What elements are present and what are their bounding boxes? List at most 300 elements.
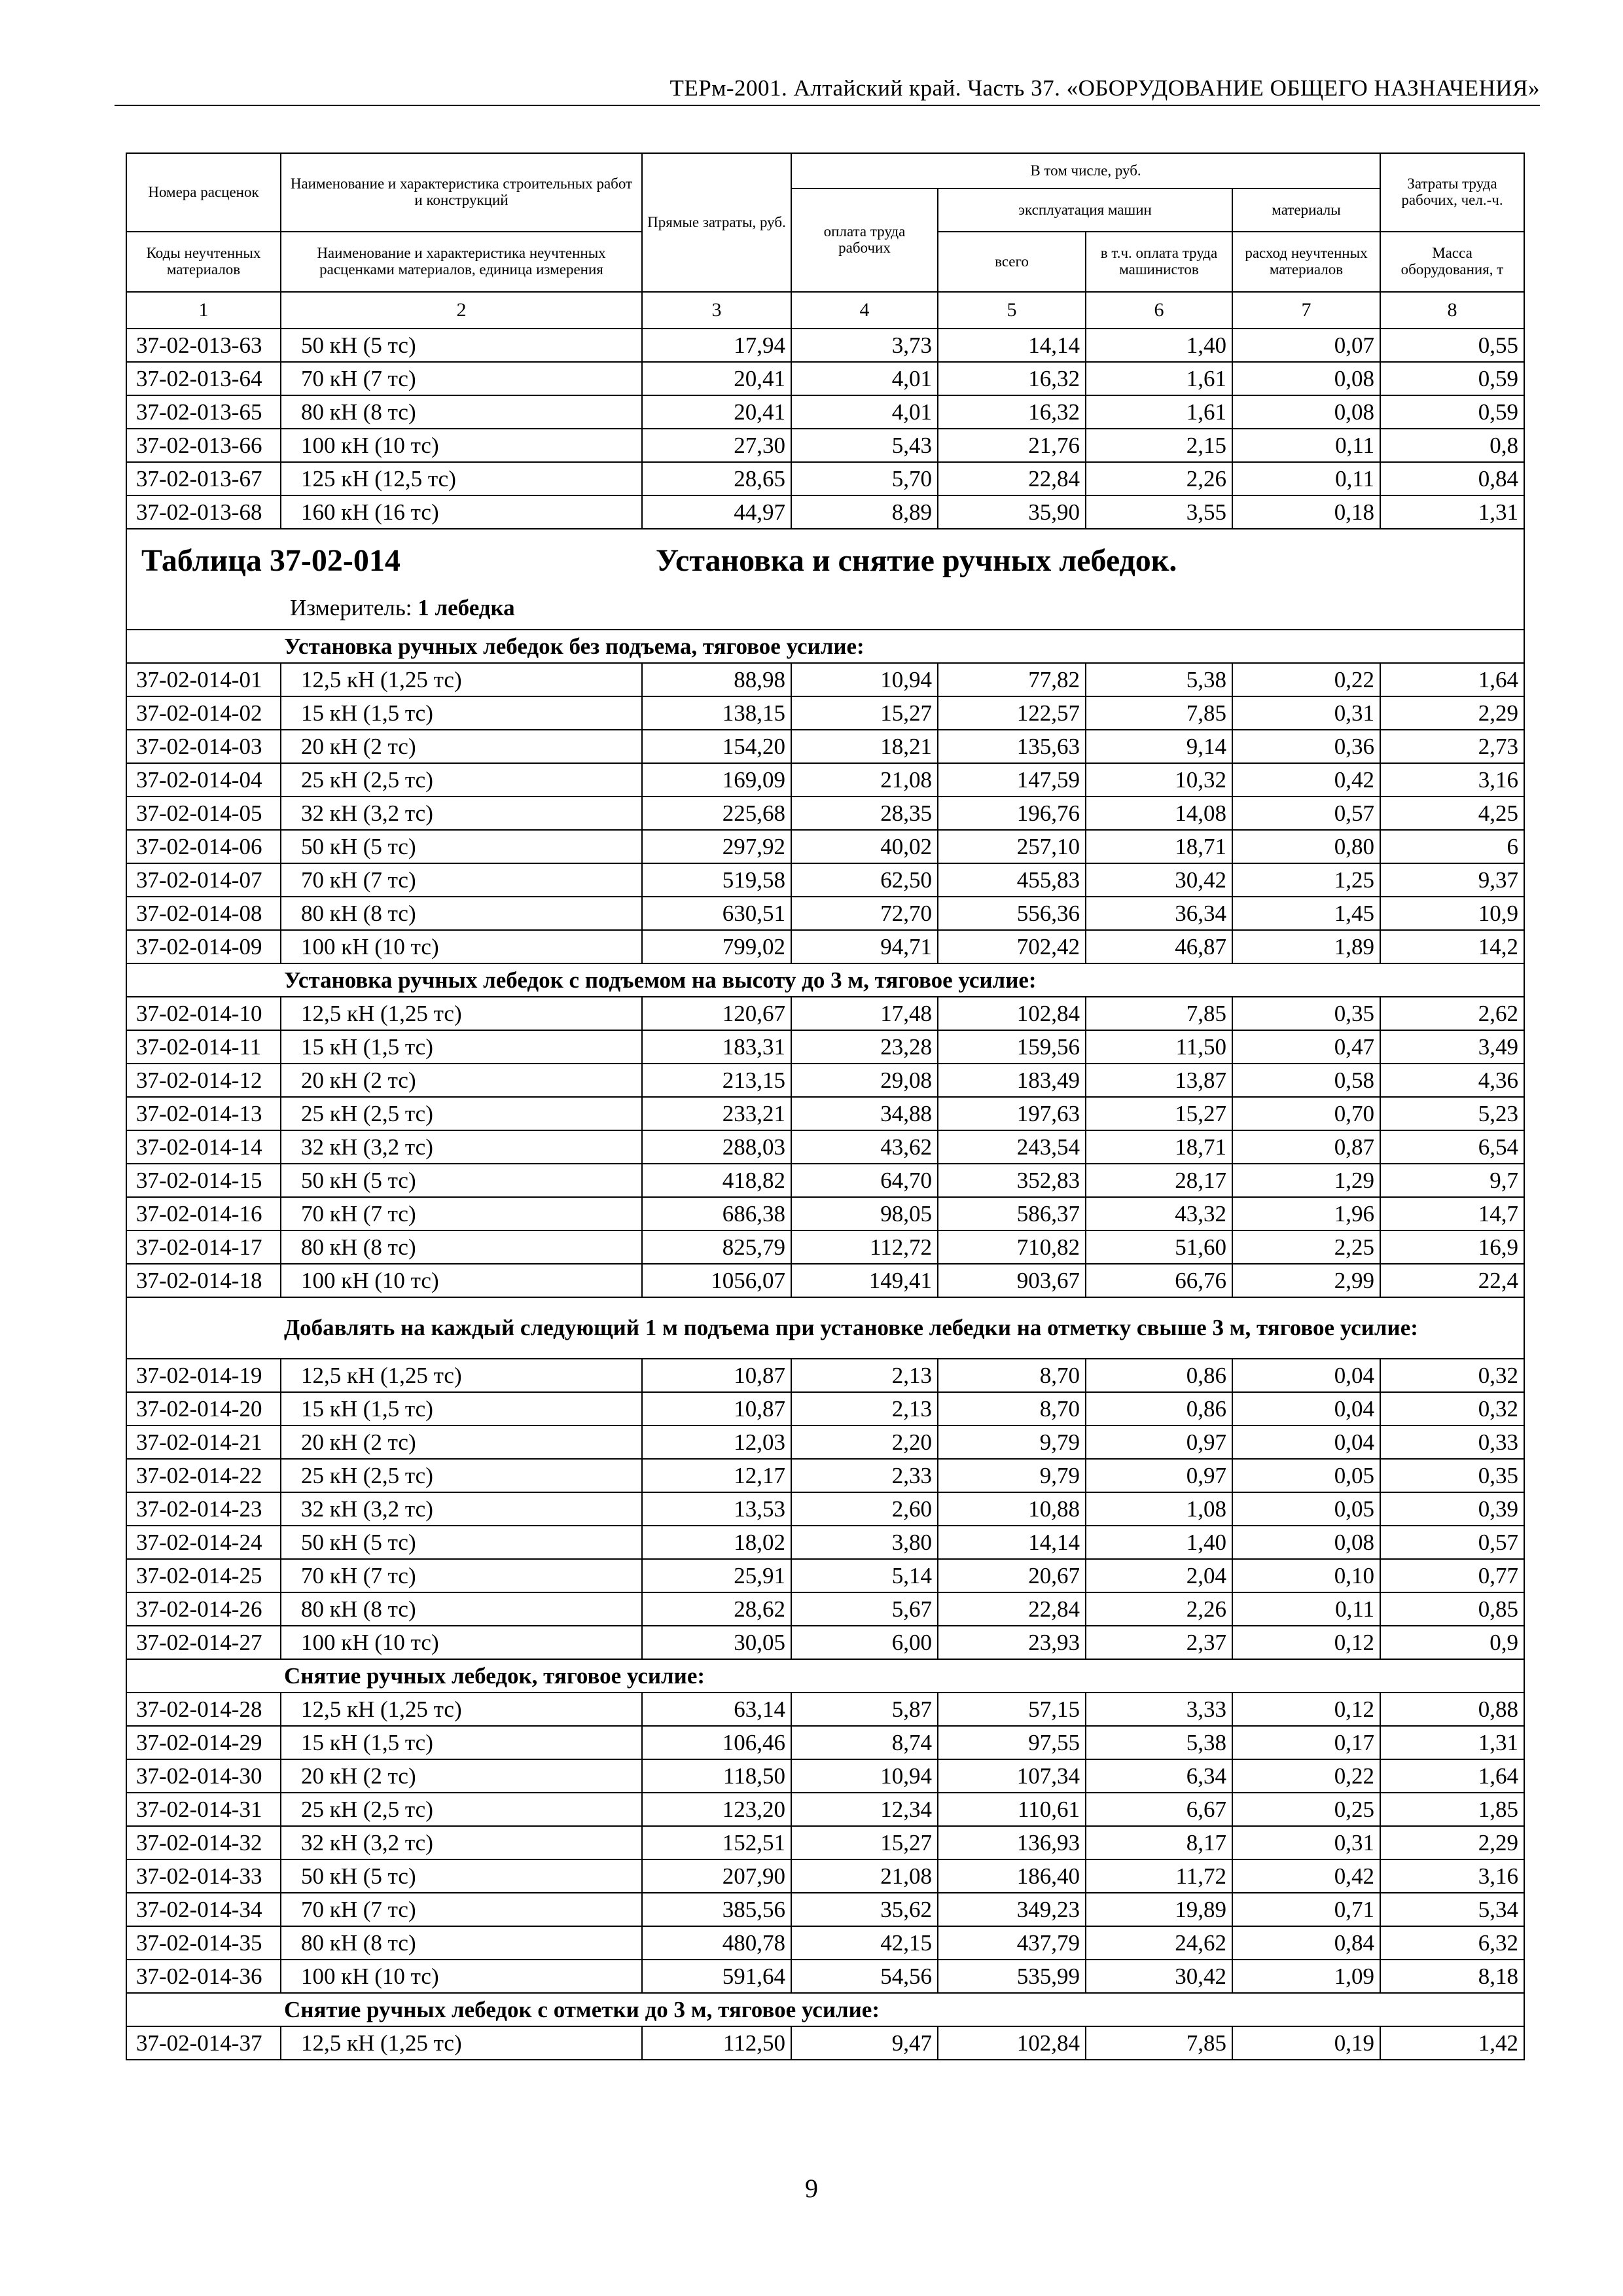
equipment-mass-cell: 5,34 — [1380, 1893, 1524, 1926]
table-row — [126, 930, 1524, 963]
table-row — [126, 1793, 1524, 1826]
table-row — [126, 1392, 1524, 1426]
equipment-mass-cell: 2,29 — [1380, 696, 1524, 730]
work-name-cell: 70 кН (7 тс) — [281, 1893, 642, 1926]
materials-unaccounted-cell: 0,31 — [1232, 1826, 1380, 1859]
materials-unaccounted-cell: 0,31 — [1232, 696, 1380, 730]
direct-costs-cell: 28,62 — [642, 1592, 791, 1626]
section-title: Установка ручных лебедок с подъемом на высоту до 3 м, тяговое усилие: — [126, 963, 1524, 997]
machinist-pay-cell: 5,38 — [1086, 1726, 1232, 1759]
machines-total-cell: 77,82 — [938, 663, 1086, 696]
machines-total-cell: 22,84 — [938, 462, 1086, 495]
column-number: 2 — [281, 292, 642, 329]
machinist-pay-cell: 5,38 — [1086, 663, 1232, 696]
table-row — [126, 2026, 1524, 2060]
rate-code-cell: 37-02-014-10 — [126, 997, 281, 1030]
materials-unaccounted-cell: 0,08 — [1232, 362, 1380, 395]
work-name-cell: 25 кН (2,5 тс) — [281, 1097, 642, 1130]
materials-unaccounted-cell: 0,04 — [1232, 1426, 1380, 1459]
direct-costs-cell: 120,67 — [642, 997, 791, 1030]
rate-code-cell: 37-02-014-11 — [126, 1030, 281, 1064]
work-name-cell: 12,5 кН (1,25 тс) — [281, 1693, 642, 1726]
meter-label: Измеритель: — [290, 595, 412, 620]
table-row — [126, 763, 1524, 797]
labor-pay-cell: 5,43 — [791, 429, 938, 462]
labor-pay-cell: 4,01 — [791, 395, 938, 429]
equipment-mass-cell: 0,85 — [1380, 1592, 1524, 1626]
rate-code-cell: 37-02-014-07 — [126, 863, 281, 897]
machinist-pay-cell: 15,27 — [1086, 1097, 1232, 1130]
materials-unaccounted-cell: 0,84 — [1232, 1926, 1380, 1960]
materials-unaccounted-cell: 0,12 — [1232, 1626, 1380, 1659]
work-name-cell: 50 кН (5 тс) — [281, 830, 642, 863]
labor-pay-cell: 2,13 — [791, 1392, 938, 1426]
machines-total-cell: 110,61 — [938, 1793, 1086, 1826]
machinist-pay-cell: 30,42 — [1086, 1960, 1232, 1993]
materials-unaccounted-cell: 0,58 — [1232, 1064, 1380, 1097]
equipment-mass-cell: 0,59 — [1380, 395, 1524, 429]
rate-code-cell: 37-02-014-32 — [126, 1826, 281, 1859]
direct-costs-cell: 169,09 — [642, 763, 791, 797]
table-description: Установка и снятие ручных лебедок. — [656, 543, 1177, 578]
work-name-cell: 125 кН (12,5 тс) — [281, 462, 642, 495]
labor-pay-cell: 5,70 — [791, 462, 938, 495]
labor-pay-cell: 18,21 — [791, 730, 938, 763]
work-name-cell: 50 кН (5 тс) — [281, 329, 642, 362]
work-name-cell: 12,5 кН (1,25 тс) — [281, 997, 642, 1030]
materials-unaccounted-cell: 0,71 — [1232, 1893, 1380, 1926]
work-name-cell: 12,5 кН (1,25 тс) — [281, 663, 642, 696]
table-row — [126, 1264, 1524, 1297]
rate-code-cell: 37-02-014-35 — [126, 1926, 281, 1960]
machinist-pay-cell: 30,42 — [1086, 863, 1232, 897]
column-number: 5 — [938, 292, 1086, 329]
equipment-mass-cell: 1,31 — [1380, 495, 1524, 529]
machinist-pay-cell: 0,86 — [1086, 1359, 1232, 1392]
labor-pay-cell: 3,80 — [791, 1526, 938, 1559]
work-name-cell: 100 кН (10 тс) — [281, 1960, 642, 1993]
materials-unaccounted-cell: 0,04 — [1232, 1359, 1380, 1392]
machines-total-cell: 9,79 — [938, 1459, 1086, 1492]
equipment-mass-cell: 0,84 — [1380, 462, 1524, 495]
work-name-cell: 50 кН (5 тс) — [281, 1859, 642, 1893]
machinist-pay-cell: 2,26 — [1086, 462, 1232, 495]
labor-pay-cell: 2,20 — [791, 1426, 938, 1459]
machines-total-cell: 122,57 — [938, 696, 1086, 730]
work-name-cell: 20 кН (2 тс) — [281, 1064, 642, 1097]
labor-pay-cell: 12,34 — [791, 1793, 938, 1826]
direct-costs-cell: 519,58 — [642, 863, 791, 897]
rate-code-cell: 37-02-014-26 — [126, 1592, 281, 1626]
table-row — [126, 1459, 1524, 1492]
labor-pay-cell: 9,47 — [791, 2026, 938, 2060]
header-material-codes: Коды неучтенных материалов — [126, 232, 281, 292]
materials-unaccounted-cell: 2,25 — [1232, 1230, 1380, 1264]
machines-total-cell: 136,93 — [938, 1826, 1086, 1859]
table-row — [126, 1826, 1524, 1859]
direct-costs-cell: 44,97 — [642, 495, 791, 529]
materials-unaccounted-cell: 2,99 — [1232, 1264, 1380, 1297]
machines-total-cell: 8,70 — [938, 1392, 1086, 1426]
direct-costs-cell: 225,68 — [642, 797, 791, 830]
work-name-cell: 80 кН (8 тс) — [281, 395, 642, 429]
table-row — [126, 1693, 1524, 1726]
header-labor-pay: оплата труда рабочих — [791, 188, 938, 292]
rate-code-cell: 37-02-014-01 — [126, 663, 281, 696]
table-row — [126, 495, 1524, 529]
work-name-cell: 50 кН (5 тс) — [281, 1164, 642, 1197]
machinist-pay-cell: 2,26 — [1086, 1592, 1232, 1626]
machinist-pay-cell: 24,62 — [1086, 1926, 1232, 1960]
section-title: Добавлять на каждый следующий 1 м подъема при установке лебедки на отметку свыше 3 м, тяговое усилие: — [126, 1297, 1524, 1359]
table-row — [126, 797, 1524, 830]
header-rule — [115, 105, 1540, 106]
direct-costs-cell: 152,51 — [642, 1826, 791, 1859]
machinist-pay-cell: 19,89 — [1086, 1893, 1232, 1926]
table-title: Таблица 37-02-014 — [141, 543, 401, 578]
materials-unaccounted-cell: 0,42 — [1232, 1859, 1380, 1893]
machinist-pay-cell: 2,37 — [1086, 1626, 1232, 1659]
materials-unaccounted-cell: 0,22 — [1232, 1759, 1380, 1793]
rate-code-cell: 37-02-014-37 — [126, 2026, 281, 2060]
table-header — [126, 153, 1524, 329]
direct-costs-cell: 183,31 — [642, 1030, 791, 1064]
machines-total-cell: 9,79 — [938, 1426, 1086, 1459]
work-name-cell: 32 кН (3,2 тс) — [281, 1130, 642, 1164]
column-number: 8 — [1380, 292, 1524, 329]
rate-code-cell: 37-02-014-13 — [126, 1097, 281, 1130]
machines-total-cell: 147,59 — [938, 763, 1086, 797]
labor-pay-cell: 43,62 — [791, 1130, 938, 1164]
table-row — [126, 1030, 1524, 1064]
machines-total-cell: 586,37 — [938, 1197, 1086, 1230]
rate-code-cell: 37-02-014-20 — [126, 1392, 281, 1426]
header-material-names: Наименование и характеристика неучтенных расценками материалов, единица измерения — [281, 232, 642, 292]
equipment-mass-cell: 0,32 — [1380, 1359, 1524, 1392]
column-number: 3 — [642, 292, 791, 329]
equipment-mass-cell: 5,23 — [1380, 1097, 1524, 1130]
rate-code-cell: 37-02-014-31 — [126, 1793, 281, 1826]
labor-pay-cell: 6,00 — [791, 1626, 938, 1659]
equipment-mass-cell: 0,88 — [1380, 1693, 1524, 1726]
machines-total-cell: 8,70 — [938, 1359, 1086, 1392]
machinist-pay-cell: 3,33 — [1086, 1693, 1232, 1726]
rate-code-cell: 37-02-014-03 — [126, 730, 281, 763]
machinist-pay-cell: 3,55 — [1086, 495, 1232, 529]
equipment-mass-cell: 0,32 — [1380, 1392, 1524, 1426]
column-number: 1 — [126, 292, 281, 329]
equipment-mass-cell: 1,85 — [1380, 1793, 1524, 1826]
equipment-mass-cell: 1,64 — [1380, 1759, 1524, 1793]
table-row — [126, 730, 1524, 763]
machines-total-cell: 135,63 — [938, 730, 1086, 763]
direct-costs-cell: 385,56 — [642, 1893, 791, 1926]
work-name-cell: 80 кН (8 тс) — [281, 1926, 642, 1960]
materials-unaccounted-cell: 0,08 — [1232, 1526, 1380, 1559]
table-heading-cell — [126, 529, 1524, 630]
direct-costs-cell: 480,78 — [642, 1926, 791, 1960]
materials-unaccounted-cell: 0,35 — [1232, 997, 1380, 1030]
table-row — [126, 1759, 1524, 1793]
column-number: 7 — [1232, 292, 1380, 329]
direct-costs-cell: 686,38 — [642, 1197, 791, 1230]
header-work-name: Наименование и характеристика строительных работ и конструкций — [281, 153, 642, 232]
labor-pay-cell: 15,27 — [791, 696, 938, 730]
table-row — [126, 1626, 1524, 1659]
materials-unaccounted-cell: 1,45 — [1232, 897, 1380, 930]
work-name-cell: 15 кН (1,5 тс) — [281, 1030, 642, 1064]
materials-unaccounted-cell: 0,11 — [1232, 462, 1380, 495]
labor-pay-cell: 21,08 — [791, 763, 938, 797]
machinist-pay-cell: 18,71 — [1086, 1130, 1232, 1164]
rate-code-cell: 37-02-014-33 — [126, 1859, 281, 1893]
direct-costs-cell: 17,94 — [642, 329, 791, 362]
rate-code-cell: 37-02-013-63 — [126, 329, 281, 362]
table-row — [126, 1097, 1524, 1130]
machinist-pay-cell: 14,08 — [1086, 797, 1232, 830]
machinist-pay-cell: 46,87 — [1086, 930, 1232, 963]
rate-code-cell: 37-02-013-67 — [126, 462, 281, 495]
rate-code-cell: 37-02-014-16 — [126, 1197, 281, 1230]
rate-code-cell: 37-02-013-66 — [126, 429, 281, 462]
table-sections — [126, 630, 1524, 2060]
equipment-mass-cell: 3,16 — [1380, 763, 1524, 797]
direct-costs-cell: 27,30 — [642, 429, 791, 462]
machines-total-cell: 243,54 — [938, 1130, 1086, 1164]
work-name-cell: 80 кН (8 тс) — [281, 1592, 642, 1626]
rate-code-cell: 37-02-014-29 — [126, 1726, 281, 1759]
machines-total-cell: 102,84 — [938, 997, 1086, 1030]
table-row — [126, 395, 1524, 429]
page-number: 9 — [805, 2174, 818, 2203]
work-name-cell: 12,5 кН (1,25 тс) — [281, 1359, 642, 1392]
equipment-mass-cell: 2,29 — [1380, 1826, 1524, 1859]
equipment-mass-cell: 9,7 — [1380, 1164, 1524, 1197]
rate-code-cell: 37-02-014-36 — [126, 1960, 281, 1993]
materials-unaccounted-cell: 0,11 — [1232, 1592, 1380, 1626]
materials-unaccounted-cell: 1,25 — [1232, 863, 1380, 897]
machines-total-cell: 14,14 — [938, 1526, 1086, 1559]
labor-pay-cell: 15,27 — [791, 1826, 938, 1859]
materials-unaccounted-cell: 0,10 — [1232, 1559, 1380, 1592]
work-name-cell: 20 кН (2 тс) — [281, 1426, 642, 1459]
direct-costs-cell: 63,14 — [642, 1693, 791, 1726]
work-name-cell: 32 кН (3,2 тс) — [281, 797, 642, 830]
labor-pay-cell: 2,33 — [791, 1459, 938, 1492]
table-row — [126, 1960, 1524, 1993]
rate-code-cell: 37-02-014-30 — [126, 1759, 281, 1793]
work-name-cell: 70 кН (7 тс) — [281, 1197, 642, 1230]
machines-total-cell: 97,55 — [938, 1726, 1086, 1759]
labor-pay-cell: 94,71 — [791, 930, 938, 963]
rate-code-cell: 37-02-013-68 — [126, 495, 281, 529]
equipment-mass-cell: 14,7 — [1380, 1197, 1524, 1230]
rate-code-cell: 37-02-014-05 — [126, 797, 281, 830]
machinist-pay-cell: 6,67 — [1086, 1793, 1232, 1826]
machines-total-cell: 903,67 — [938, 1264, 1086, 1297]
machinist-pay-cell: 1,61 — [1086, 362, 1232, 395]
direct-costs-cell: 207,90 — [642, 1859, 791, 1893]
rate-code-cell: 37-02-013-65 — [126, 395, 281, 429]
labor-pay-cell: 23,28 — [791, 1030, 938, 1064]
section-header-row — [126, 963, 1524, 997]
continued-rows — [126, 329, 1524, 529]
equipment-mass-cell: 1,64 — [1380, 663, 1524, 696]
labor-pay-cell: 21,08 — [791, 1859, 938, 1893]
machines-total-cell: 21,76 — [938, 429, 1086, 462]
machines-total-cell: 257,10 — [938, 830, 1086, 863]
materials-unaccounted-cell: 0,25 — [1232, 1793, 1380, 1826]
materials-unaccounted-cell: 0,08 — [1232, 395, 1380, 429]
direct-costs-cell: 138,15 — [642, 696, 791, 730]
work-name-cell: 20 кН (2 тс) — [281, 730, 642, 763]
machines-total-cell: 196,76 — [938, 797, 1086, 830]
direct-costs-cell: 591,64 — [642, 1960, 791, 1993]
direct-costs-cell: 88,98 — [642, 663, 791, 696]
direct-costs-cell: 12,03 — [642, 1426, 791, 1459]
labor-pay-cell: 2,13 — [791, 1359, 938, 1392]
section-header-row — [126, 1659, 1524, 1693]
machinist-pay-cell: 2,15 — [1086, 429, 1232, 462]
machines-total-cell: 20,67 — [938, 1559, 1086, 1592]
table-meter — [290, 596, 515, 620]
labor-pay-cell: 5,67 — [791, 1592, 938, 1626]
machines-total-cell: 107,34 — [938, 1759, 1086, 1793]
work-name-cell: 25 кН (2,5 тс) — [281, 1793, 642, 1826]
rate-code-cell: 37-02-014-22 — [126, 1459, 281, 1492]
meter-value: 1 лебедка — [418, 595, 515, 620]
equipment-mass-cell: 0,59 — [1380, 362, 1524, 395]
machinist-pay-cell: 18,71 — [1086, 830, 1232, 863]
work-name-cell: 15 кН (1,5 тс) — [281, 696, 642, 730]
direct-costs-cell: 418,82 — [642, 1164, 791, 1197]
work-name-cell: 100 кН (10 тс) — [281, 1626, 642, 1659]
machinist-pay-cell: 9,14 — [1086, 730, 1232, 763]
table-row — [126, 329, 1524, 362]
machines-total-cell: 16,32 — [938, 362, 1086, 395]
direct-costs-cell: 118,50 — [642, 1759, 791, 1793]
header-machines: эксплуатация машин — [938, 188, 1232, 232]
header-materials: материалы — [1232, 188, 1380, 232]
labor-pay-cell: 5,87 — [791, 1693, 938, 1726]
work-name-cell: 70 кН (7 тс) — [281, 863, 642, 897]
header-rate-numbers: Номера расценок — [126, 153, 281, 232]
direct-costs-cell: 10,87 — [642, 1392, 791, 1426]
table-row — [126, 1492, 1524, 1526]
rate-code-cell: 37-02-014-34 — [126, 1893, 281, 1926]
machinist-pay-cell: 7,85 — [1086, 2026, 1232, 2060]
table-row — [126, 1726, 1524, 1759]
machines-total-cell: 183,49 — [938, 1064, 1086, 1097]
header-labor-costs: Затраты труда рабочих, чел.-ч. — [1380, 153, 1524, 232]
machinist-pay-cell: 43,32 — [1086, 1197, 1232, 1230]
labor-pay-cell: 3,73 — [791, 329, 938, 362]
materials-unaccounted-cell: 0,57 — [1232, 797, 1380, 830]
equipment-mass-cell: 0,57 — [1380, 1526, 1524, 1559]
rate-code-cell: 37-02-014-06 — [126, 830, 281, 863]
rate-code-cell: 37-02-014-28 — [126, 1693, 281, 1726]
direct-costs-cell: 18,02 — [642, 1526, 791, 1559]
table-row — [126, 1164, 1524, 1197]
machines-total-cell: 455,83 — [938, 863, 1086, 897]
machinist-pay-cell: 51,60 — [1086, 1230, 1232, 1264]
rate-code-cell: 37-02-014-17 — [126, 1230, 281, 1264]
table-caption — [126, 529, 1524, 630]
rate-code-cell: 37-02-014-04 — [126, 763, 281, 797]
labor-pay-cell: 29,08 — [791, 1064, 938, 1097]
rate-code-cell: 37-02-014-08 — [126, 897, 281, 930]
labor-pay-cell: 10,94 — [791, 663, 938, 696]
labor-pay-cell: 40,02 — [791, 830, 938, 863]
direct-costs-cell: 10,87 — [642, 1359, 791, 1392]
work-name-cell: 100 кН (10 тс) — [281, 429, 642, 462]
direct-costs-cell: 20,41 — [642, 395, 791, 429]
work-name-cell: 25 кН (2,5 тс) — [281, 763, 642, 797]
direct-costs-cell: 213,15 — [642, 1064, 791, 1097]
labor-pay-cell: 42,15 — [791, 1926, 938, 1960]
materials-unaccounted-cell: 1,09 — [1232, 1960, 1380, 1993]
machinist-pay-cell: 0,86 — [1086, 1392, 1232, 1426]
rate-code-cell: 37-02-014-27 — [126, 1626, 281, 1659]
materials-unaccounted-cell: 0,12 — [1232, 1693, 1380, 1726]
section-title: Установка ручных лебедок без подъема, тяговое усилие: — [126, 630, 1524, 663]
equipment-mass-cell: 6,54 — [1380, 1130, 1524, 1164]
machinist-pay-cell: 1,40 — [1086, 329, 1232, 362]
direct-costs-cell: 233,21 — [642, 1097, 791, 1130]
equipment-mass-cell: 8,18 — [1380, 1960, 1524, 1993]
section-header-row — [126, 1993, 1524, 2026]
labor-pay-cell: 4,01 — [791, 362, 938, 395]
rate-code-cell: 37-02-013-64 — [126, 362, 281, 395]
equipment-mass-cell: 1,42 — [1380, 2026, 1524, 2060]
machines-total-cell: 186,40 — [938, 1859, 1086, 1893]
labor-pay-cell: 2,60 — [791, 1492, 938, 1526]
column-number: 4 — [791, 292, 938, 329]
equipment-mass-cell: 9,37 — [1380, 863, 1524, 897]
header-machinist-pay: в т.ч. оплата труда машинистов — [1086, 232, 1232, 292]
machinist-pay-cell: 11,72 — [1086, 1859, 1232, 1893]
table-row — [126, 1893, 1524, 1926]
machines-total-cell: 35,90 — [938, 495, 1086, 529]
equipment-mass-cell: 0,77 — [1380, 1559, 1524, 1592]
rate-code-cell: 37-02-014-15 — [126, 1164, 281, 1197]
direct-costs-cell: 1056,07 — [642, 1264, 791, 1297]
labor-pay-cell: 17,48 — [791, 997, 938, 1030]
machinist-pay-cell: 6,34 — [1086, 1759, 1232, 1793]
table-row — [126, 1859, 1524, 1893]
labor-pay-cell: 5,14 — [791, 1559, 938, 1592]
work-name-cell: 15 кН (1,5 тс) — [281, 1726, 642, 1759]
direct-costs-cell: 630,51 — [642, 897, 791, 930]
materials-unaccounted-cell: 0,05 — [1232, 1492, 1380, 1526]
materials-unaccounted-cell: 1,96 — [1232, 1197, 1380, 1230]
direct-costs-cell: 799,02 — [642, 930, 791, 963]
direct-costs-cell: 106,46 — [642, 1726, 791, 1759]
work-name-cell: 12,5 кН (1,25 тс) — [281, 2026, 642, 2060]
equipment-mass-cell: 4,36 — [1380, 1064, 1524, 1097]
section-title: Снятие ручных лебедок с отметки до 3 м, тяговое усилие: — [126, 1993, 1524, 2026]
machines-total-cell: 16,32 — [938, 395, 1086, 429]
table-row — [126, 863, 1524, 897]
materials-unaccounted-cell: 0,17 — [1232, 1726, 1380, 1759]
table-row — [126, 1064, 1524, 1097]
work-name-cell: 50 кН (5 тс) — [281, 1526, 642, 1559]
table-row — [126, 1559, 1524, 1592]
direct-costs-cell: 288,03 — [642, 1130, 791, 1164]
materials-unaccounted-cell: 0,87 — [1232, 1130, 1380, 1164]
labor-pay-cell: 62,50 — [791, 863, 938, 897]
rate-code-cell: 37-02-014-23 — [126, 1492, 281, 1526]
